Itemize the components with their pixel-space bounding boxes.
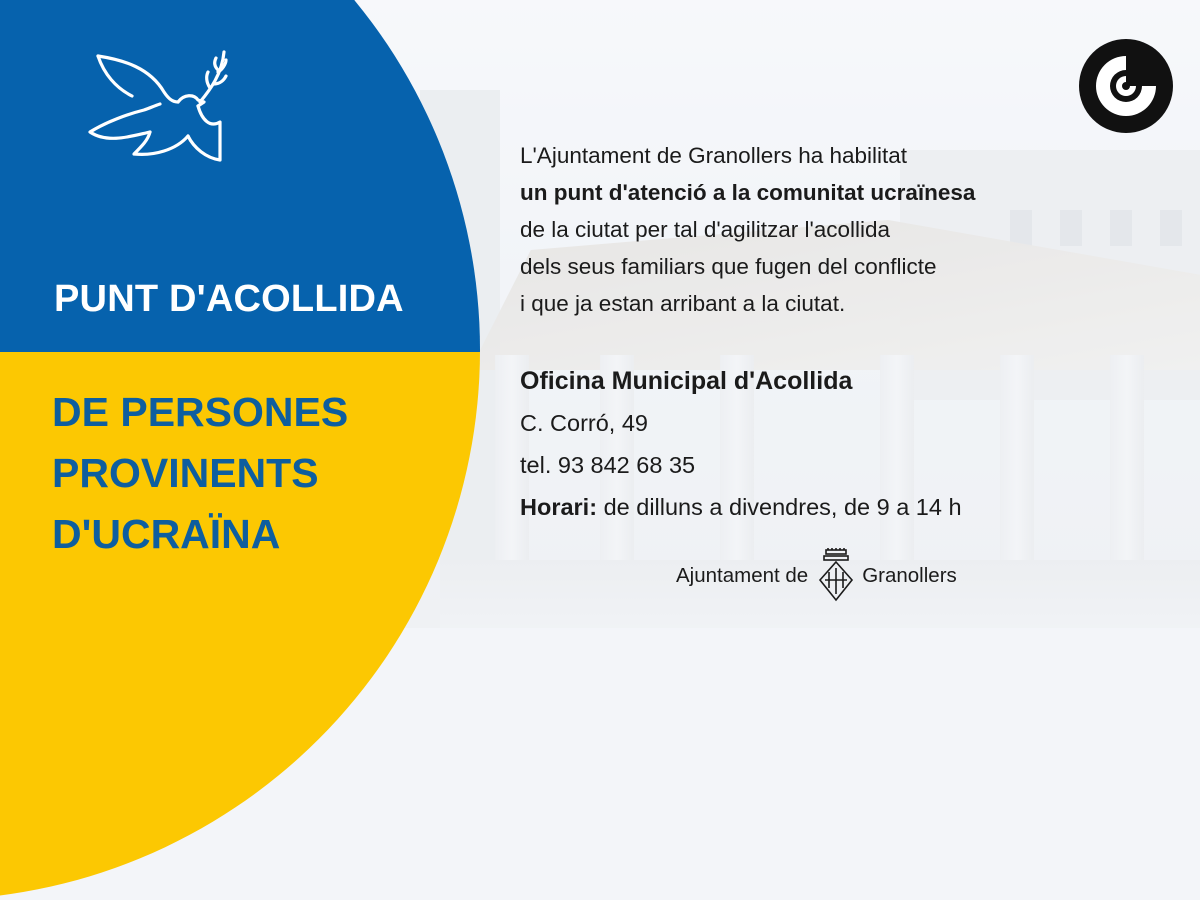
office-name: Oficina Municipal d'Acollida [520,367,853,395]
intro-paragraph [520,137,975,322]
ajuntament-suffix: Granollers [862,564,957,587]
subtitle-line: PROVINENTS [52,450,319,496]
ajuntament-logo [676,548,957,604]
intro-line: dels seus familiars que fugen del conflicte [520,254,937,279]
intro-line: i que ja estan arribant a la ciutat. [520,291,846,316]
peace-dove-icon [84,40,230,180]
ajuntament-prefix: Ajuntament de [676,564,809,587]
subtitle-line: DE PERSONES [52,389,349,435]
office-hours-label: Horari: [520,494,598,520]
granollers-g-logo-icon [1078,38,1174,134]
title-punt-acollida: PUNT D'ACOLLIDA [54,278,404,320]
office-info [520,360,962,528]
subtitle-line: D'UCRAÏNA [52,511,281,557]
intro-line-highlight: un punt d'atenció a la comunitat ucraïnesa [520,180,976,205]
office-hours-value: de dilluns a divendres, de 9 a 14 h [597,494,962,520]
intro-line: de la ciutat per tal d'agilitzar l'acollida [520,217,891,242]
intro-line: L'Ajuntament de Granollers ha habilitat [520,143,908,168]
office-address: C. Corró, 49 [520,410,648,436]
office-phone: tel. 93 842 68 35 [520,452,696,478]
subtitle-persones-ucraina [52,382,348,565]
office-hours [520,486,962,528]
granollers-coat-of-arms-icon [816,548,856,604]
